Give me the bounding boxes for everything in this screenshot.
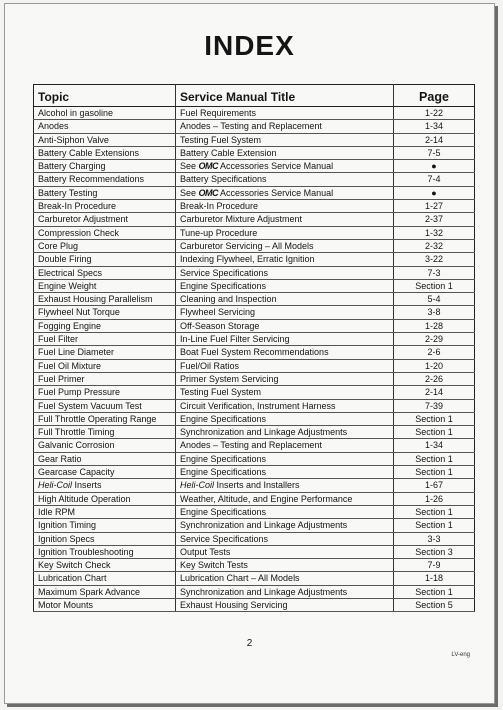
page-cell: 1-34 (394, 439, 475, 452)
page-cell: 7-3 (394, 266, 475, 279)
topic-cell: Engine Weight (34, 279, 176, 292)
table-row (34, 333, 475, 346)
title-cell: Lubrication Chart – All Models (176, 572, 394, 585)
title-cell: Synchronization and Linkage Adjustments (176, 519, 394, 532)
table-row (34, 239, 475, 252)
page-title: INDEX (204, 30, 295, 61)
page-cell: 2-6 (394, 346, 475, 359)
title-cell: Carburetor Mixture Adjustment (176, 213, 394, 226)
title-cell: Indexing Flywheel, Erratic Ignition (176, 253, 394, 266)
topic-cell: Compression Check (34, 226, 176, 239)
topic-cell: Gear Ratio (34, 452, 176, 465)
title-prefix: See (180, 187, 197, 198)
index-table (33, 84, 475, 612)
footer-code: LV-eng (451, 652, 470, 658)
topic-cell: Battery Recommendations (34, 173, 176, 186)
topic-cell: Full Throttle Operating Range (34, 412, 176, 425)
table-row (34, 559, 475, 572)
page-cell: Section 3 (394, 545, 475, 558)
title-italic-text: Heli-Coil (180, 480, 215, 491)
title-cell: Tune-up Procedure (176, 226, 394, 239)
table-row (34, 545, 475, 558)
table-row (34, 120, 475, 133)
topic-cell: Battery Testing (34, 186, 176, 199)
document-page (4, 3, 495, 704)
table-row (34, 585, 475, 598)
table-row (34, 226, 475, 239)
page-cell: Section 1 (394, 452, 475, 465)
title-cell: In-Line Fuel Filter Servicing (176, 333, 394, 346)
omc-logo: OMC (198, 187, 219, 198)
table-row (34, 399, 475, 412)
title-cell: Anodes – Testing and Replacement (176, 439, 394, 452)
title-cell: Cleaning and Inspection (176, 293, 394, 306)
table-row (34, 213, 475, 226)
topic-header: Topic (34, 85, 176, 107)
table-row (34, 412, 475, 425)
page-cell: Section 1 (394, 505, 475, 518)
topic-cell: Battery Charging (34, 160, 176, 173)
table-row (34, 519, 475, 532)
page-cell: 2-26 (394, 372, 475, 385)
title-suffix: Accessories Service Manual (220, 161, 334, 172)
page-cell: 1-18 (394, 572, 475, 585)
title-cell: Engine Specifications (176, 279, 394, 292)
topic-cell: Fuel Pump Pressure (34, 386, 176, 399)
title-suffix: Accessories Service Manual (220, 187, 334, 198)
title-cell: Anodes – Testing and Replacement (176, 120, 394, 133)
topic-cell: Fuel System Vacuum Test (34, 399, 176, 412)
topic-cell: Alcohol in gasoline (34, 107, 176, 120)
title-cell (176, 160, 394, 173)
page-cell: 1-67 (394, 479, 475, 492)
table-row (34, 505, 475, 518)
table-row (34, 452, 475, 465)
page-cell: 7-4 (394, 173, 475, 186)
page-cell: 1-28 (394, 319, 475, 332)
page-cell: 1-26 (394, 492, 475, 505)
page-cell: 2-14 (394, 386, 475, 399)
title-cell: Engine Specifications (176, 505, 394, 518)
title-cell: Flywheel Servicing (176, 306, 394, 319)
title-cell: Synchronization and Linkage Adjustments (176, 585, 394, 598)
page-cell: Section 1 (394, 279, 475, 292)
topic-cell: Break-In Procedure (34, 200, 176, 213)
table-row (34, 359, 475, 372)
title-cell: Output Tests (176, 545, 394, 558)
table-row (34, 466, 475, 479)
table-row (34, 146, 475, 159)
table-row (34, 532, 475, 545)
title-prefix: See (180, 161, 197, 172)
topic-cell: Motor Mounts (34, 598, 176, 611)
page-cell: 1-22 (394, 107, 475, 120)
topic-cell: Lubrication Chart (34, 572, 176, 585)
table-row (34, 492, 475, 505)
topic-cell: Electrical Specs (34, 266, 176, 279)
topic-cell: Carburetor Adjustment (34, 213, 176, 226)
omc-logo: OMC (198, 161, 219, 172)
page-cell: 2-29 (394, 333, 475, 346)
page-cell: Section 1 (394, 519, 475, 532)
topic-cell: Ignition Troubleshooting (34, 545, 176, 558)
page-number: 2 (246, 638, 253, 649)
page-cell: 5-4 (394, 293, 475, 306)
topic-cell: Maximum Spark Advance (34, 585, 176, 598)
topic-cell: Galvanic Corrosion (34, 439, 176, 452)
page-cell: Section 1 (394, 426, 475, 439)
title-cell: Primer System Servicing (176, 372, 394, 385)
table-row (34, 173, 475, 186)
topic-cell: Fuel Filter (34, 333, 176, 346)
title-cell (176, 479, 394, 492)
topic-cell: Exhaust Housing Parallelism (34, 293, 176, 306)
title-cell: Battery Specifications (176, 173, 394, 186)
topic-cell: Double Firing (34, 253, 176, 266)
title-cell: Service Specifications (176, 532, 394, 545)
page-cell: Section 1 (394, 585, 475, 598)
table-row (34, 279, 475, 292)
page-cell: 3-3 (394, 532, 475, 545)
topic-cell: Anti-Siphon Valve (34, 133, 176, 146)
topic-cell: Ignition Specs (34, 532, 176, 545)
topic-cell: Fuel Line Diameter (34, 346, 176, 359)
title-cell: Engine Specifications (176, 452, 394, 465)
header-row (34, 85, 475, 107)
table-row (34, 386, 475, 399)
title-cell: Battery Cable Extension (176, 146, 394, 159)
topic-cell: Fuel Primer (34, 372, 176, 385)
topic-cell: Full Throttle Timing (34, 426, 176, 439)
table-row (34, 439, 475, 452)
index-rows (34, 107, 475, 612)
table-row (34, 200, 475, 213)
topic-cell: Fuel Oil Mixture (34, 359, 176, 372)
title-cell: Testing Fuel System (176, 386, 394, 399)
page-cell: 3-22 (394, 253, 475, 266)
table-row (34, 160, 475, 173)
title-cell: Weather, Altitude, and Engine Performance (176, 492, 394, 505)
table-row (34, 319, 475, 332)
topic-cell: Anodes (34, 120, 176, 133)
table-row (34, 186, 475, 199)
page-cell: 7-5 (394, 146, 475, 159)
topic-cell: Fogging Engine (34, 319, 176, 332)
page-cell: 2-32 (394, 239, 475, 252)
title-text: Inserts and Installers (214, 480, 300, 491)
topic-cell: High Altitude Operation (34, 492, 176, 505)
topic-cell: Ignition Timing (34, 519, 176, 532)
page-cell: Section 1 (394, 466, 475, 479)
title-cell: Boat Fuel System Recommendations (176, 346, 394, 359)
table-row (34, 306, 475, 319)
page-cell: 1-34 (394, 120, 475, 133)
page-cell: 2-14 (394, 133, 475, 146)
title-cell: Service Specifications (176, 266, 394, 279)
topic-cell: Flywheel Nut Torque (34, 306, 176, 319)
title-cell: Synchronization and Linkage Adjustments (176, 426, 394, 439)
page-cell: 3-8 (394, 306, 475, 319)
page-cell: ● (394, 160, 475, 173)
table-row (34, 479, 475, 492)
topic-cell: Gearcase Capacity (34, 466, 176, 479)
title-cell: Fuel/Oil Ratios (176, 359, 394, 372)
title-cell: Fuel Requirements (176, 107, 394, 120)
table-row (34, 107, 475, 120)
title-cell: Engine Specifications (176, 412, 394, 425)
table-row (34, 346, 475, 359)
page-cell: 7-39 (394, 399, 475, 412)
page-cell: Section 1 (394, 412, 475, 425)
page-header: Page (394, 85, 475, 107)
table-row (34, 293, 475, 306)
topic-text: Inserts (72, 480, 102, 491)
title-header: Service Manual Title (176, 85, 394, 107)
title-cell: Break-In Procedure (176, 200, 394, 213)
topic-italic-text: Heli-Coil (38, 480, 73, 491)
page-cell: 1-20 (394, 359, 475, 372)
page-cell: 2-37 (394, 213, 475, 226)
page-cell: ● (394, 186, 475, 199)
title-cell: Testing Fuel System (176, 133, 394, 146)
topic-cell: Battery Cable Extensions (34, 146, 176, 159)
topic-cell (34, 479, 176, 492)
page-cell: 7-9 (394, 559, 475, 572)
title-cell (176, 186, 394, 199)
title-cell: Engine Specifications (176, 466, 394, 479)
title-cell: Key Switch Tests (176, 559, 394, 572)
table-row (34, 572, 475, 585)
title-cell: Off-Season Storage (176, 319, 394, 332)
table-row (34, 133, 475, 146)
page-cell: 1-27 (394, 200, 475, 213)
table-row (34, 598, 475, 611)
table-row (34, 426, 475, 439)
topic-cell: Key Switch Check (34, 559, 176, 572)
topic-cell: Idle RPM (34, 505, 176, 518)
title-cell: Carburetor Servicing – All Models (176, 239, 394, 252)
page-cell: 1-32 (394, 226, 475, 239)
title-cell: Circuit Verification, Instrument Harness (176, 399, 394, 412)
topic-cell: Core Plug (34, 239, 176, 252)
page-cell: Section 5 (394, 598, 475, 611)
table-row (34, 372, 475, 385)
table-row (34, 266, 475, 279)
title-cell: Exhaust Housing Servicing (176, 598, 394, 611)
table-row (34, 253, 475, 266)
